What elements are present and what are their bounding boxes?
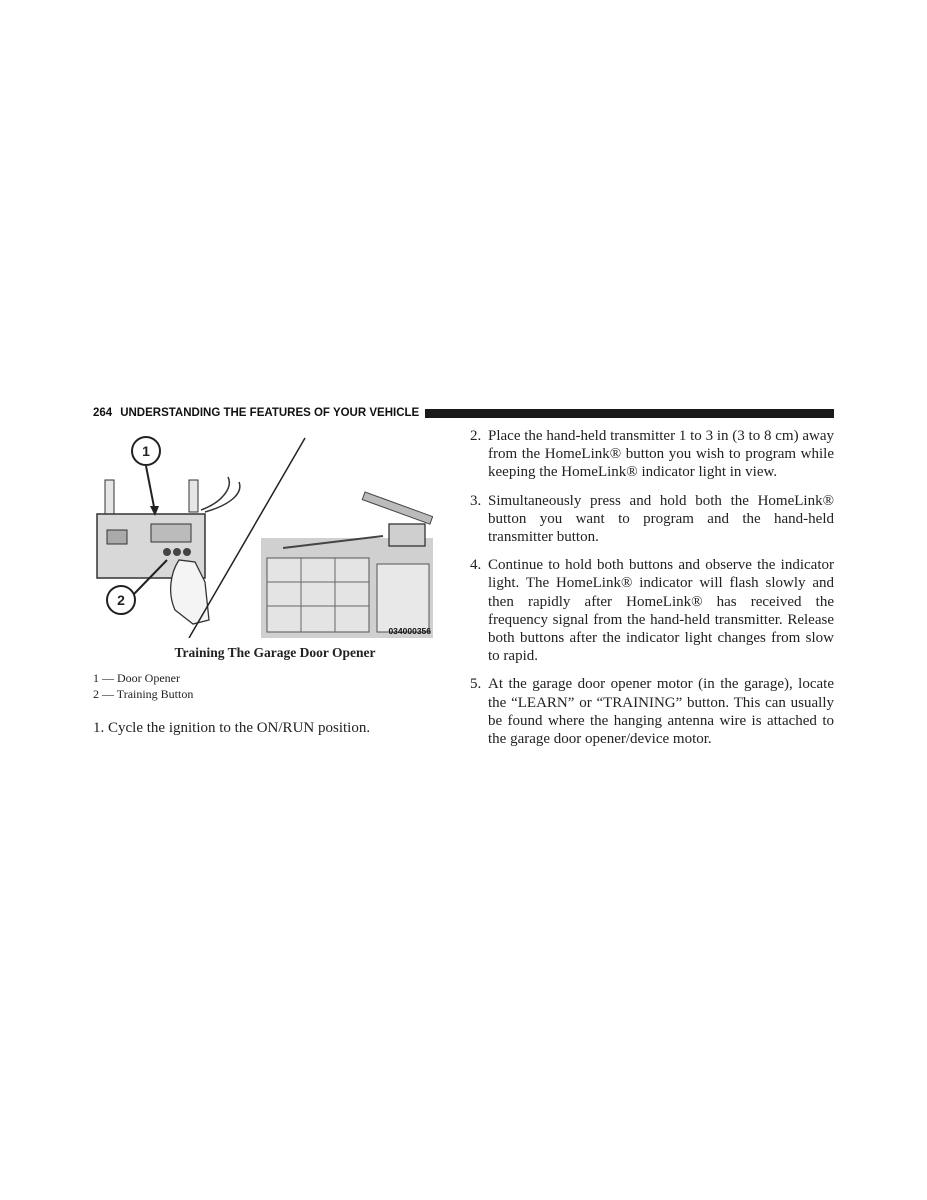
section-title: UNDERSTANDING THE FEATURES OF YOUR VEHICLE	[120, 407, 420, 419]
step-text: Cycle the ignition to the ON/RUN position.	[108, 720, 371, 736]
step-4	[470, 556, 834, 665]
step-2	[470, 427, 834, 482]
figure-legend	[93, 670, 433, 702]
step-number: 3.	[470, 492, 482, 509]
image-code: 034000356	[388, 626, 431, 636]
header-rule	[425, 409, 834, 418]
page-number: 264	[93, 407, 113, 419]
step-number: 1.	[93, 720, 105, 736]
legend-item: 2 — Training Button	[93, 687, 194, 701]
page-header	[93, 406, 834, 420]
figure-caption: Training The Garage Door Opener	[174, 645, 376, 660]
right-column	[470, 427, 834, 758]
step-text: At the garage door opener motor (in the garage), locate the “LEARN” or “TRAINING” button. This can usually be found where the hanging antenna wire is attached to the garage door opener/device motor.	[488, 676, 834, 748]
step-5	[470, 675, 834, 748]
illustration	[93, 432, 433, 638]
step-text: Simultaneously press and hold both the HomeLink® button you want to program and the hand-held transmitter button.	[488, 492, 834, 546]
step-text: Continue to hold both buttons and observe the indicator light. The HomeLink® indicator will flash slowly and then rapidly after HomeLink® has received the frequency signal from the hand-held transmitter. Release both buttons after the indicator light changes from slow to rapid.	[488, 557, 834, 665]
garage-door-opener-figure	[93, 432, 433, 638]
step-number: 4.	[470, 557, 482, 574]
step-number: 2.	[470, 428, 482, 444]
step-text: Place the hand-held transmitter 1 to 3 in (3 to 8 cm) away from the HomeLink® button you wish to program while keeping the HomeLink® indicator light in view.	[488, 428, 834, 481]
step-3	[470, 492, 834, 547]
callout-2: 2	[117, 592, 125, 608]
step-1	[93, 719, 423, 738]
legend-item: 1 — Door Opener	[93, 671, 180, 685]
callout-1: 1	[142, 443, 150, 459]
step-number: 5.	[470, 676, 482, 693]
